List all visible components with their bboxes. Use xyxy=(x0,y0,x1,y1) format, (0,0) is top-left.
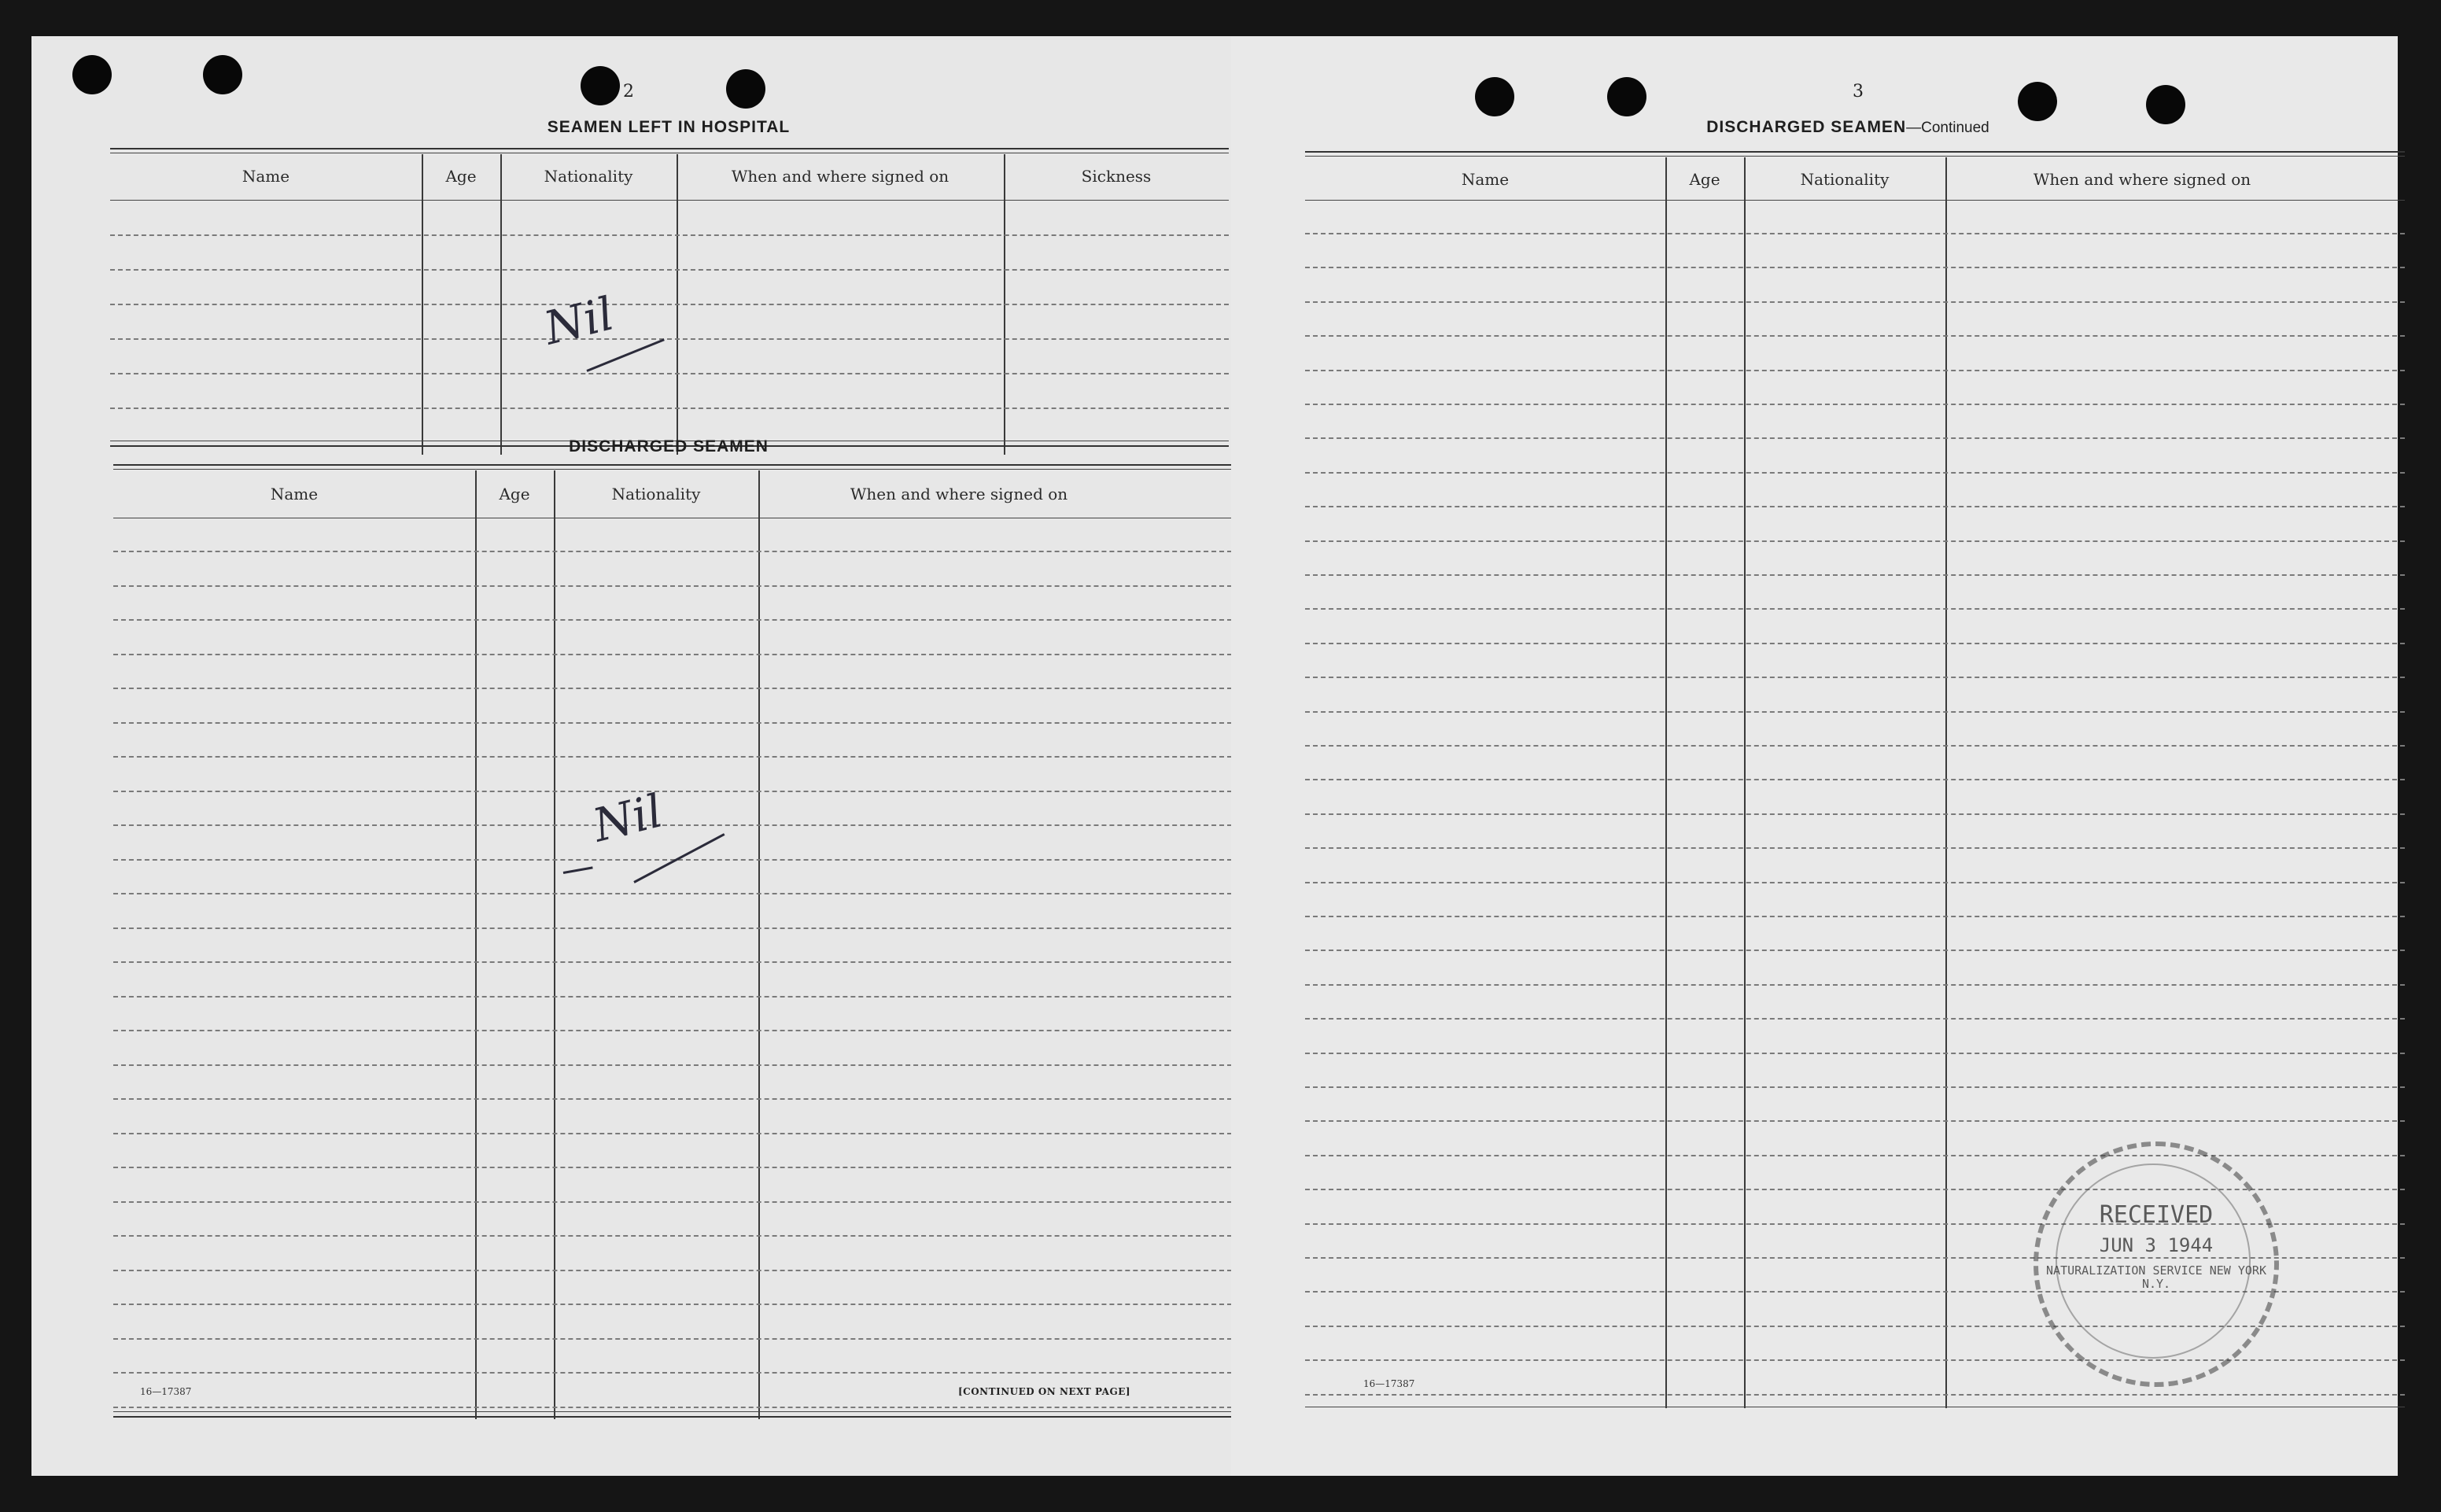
ruled-line xyxy=(1305,1359,2405,1361)
ruled-line xyxy=(1305,643,2405,644)
ruled-line xyxy=(1305,882,2405,883)
ruled-line xyxy=(1305,847,2405,849)
ruled-line xyxy=(113,688,1232,689)
ledger-paper xyxy=(31,36,2398,1476)
punch-hole xyxy=(2018,82,2057,121)
column-header: Name xyxy=(270,485,319,503)
ruled-line xyxy=(113,1270,1232,1271)
ruled-line xyxy=(113,791,1232,792)
discharged-section-title: DISCHARGED SEAMEN xyxy=(569,437,769,455)
ruled-line xyxy=(113,1064,1232,1066)
ruled-line xyxy=(113,1304,1232,1305)
ruled-line xyxy=(1305,984,2405,986)
ruled-line xyxy=(1305,267,2405,268)
ruled-line xyxy=(113,996,1232,998)
stamp-office: NATURALIZATION SERVICE NEW YORK N.Y. xyxy=(2046,1263,2266,1291)
title-continued: —Continued xyxy=(1906,120,1989,136)
discharged-continued-title xyxy=(1305,118,2391,137)
ruled-line xyxy=(1305,335,2405,337)
ruled-line xyxy=(1305,677,2405,678)
ruled-line xyxy=(113,1201,1232,1203)
ruled-line xyxy=(113,756,1232,758)
continued-note: [CONTINUED ON NEXT PAGE] xyxy=(958,1386,1131,1397)
left-page xyxy=(31,36,1231,1476)
ruled-line xyxy=(113,1407,1232,1408)
ruled-line xyxy=(1305,506,2405,507)
ruled-line xyxy=(1305,813,2405,815)
stamp-date: JUN 3 1944 xyxy=(2099,1234,2214,1256)
column-header: Nationality xyxy=(1800,170,1890,189)
title-main: DISCHARGED SEAMEN xyxy=(1706,118,1907,136)
ruled-line xyxy=(113,893,1232,894)
ruled-line xyxy=(1305,1053,2405,1054)
ruled-line xyxy=(1305,711,2405,713)
ruled-line xyxy=(1305,1018,2405,1020)
ruled-line xyxy=(1305,437,2405,439)
ruled-line xyxy=(113,1372,1232,1374)
hospital-section-title: SEAMEN LEFT IN HOSPITAL xyxy=(547,118,791,136)
column-header: Name xyxy=(242,167,290,186)
ruled-line xyxy=(1305,745,2405,747)
ruled-line xyxy=(1305,574,2405,576)
discharged-table xyxy=(113,464,1232,1419)
ruled-line xyxy=(113,961,1232,963)
handwritten-nil: Nil xyxy=(539,286,619,356)
punch-hole xyxy=(72,55,112,94)
ruled-line xyxy=(1305,916,2405,917)
ruled-line xyxy=(1305,370,2405,371)
stamp-received: RECEIVED xyxy=(2099,1201,2214,1229)
ruled-line xyxy=(113,1235,1232,1237)
column-header: Sickness xyxy=(1081,167,1152,186)
punch-hole xyxy=(1475,77,1514,116)
ruled-line xyxy=(113,1167,1232,1168)
handwritten-nil: Nil xyxy=(588,784,668,853)
column-header: Name xyxy=(1461,170,1510,189)
ruled-line xyxy=(113,619,1232,621)
page-number: 2 xyxy=(623,82,634,101)
column-header: Age xyxy=(445,167,477,186)
punch-hole xyxy=(1607,77,1646,116)
ruled-line xyxy=(1305,540,2405,542)
ruled-line xyxy=(113,1098,1232,1100)
ruled-line xyxy=(113,585,1232,587)
hospital-table xyxy=(110,148,1229,455)
ruled-line xyxy=(1305,1394,2405,1396)
ruled-line xyxy=(113,722,1232,724)
column-header: Nationality xyxy=(544,167,633,186)
ruled-line xyxy=(113,551,1232,552)
ruled-line xyxy=(1305,1155,2405,1156)
ruled-line xyxy=(113,824,1232,826)
ruled-line xyxy=(113,1030,1232,1031)
punch-hole xyxy=(203,55,242,94)
punch-hole xyxy=(581,66,620,105)
column-header: Nationality xyxy=(611,485,701,503)
ruled-line xyxy=(113,1338,1232,1340)
column-header: Age xyxy=(1689,170,1720,189)
column-header: When and where signed on xyxy=(2033,170,2251,189)
ruled-line xyxy=(1305,404,2405,405)
ruled-line xyxy=(1305,779,2405,780)
column-header: When and where signed on xyxy=(731,167,949,186)
punch-hole xyxy=(726,69,765,109)
column-header: Age xyxy=(499,485,530,503)
ruled-line xyxy=(1305,1086,2405,1088)
column-header: When and where signed on xyxy=(850,485,1068,503)
ruled-line xyxy=(1305,950,2405,951)
ruled-line xyxy=(1305,233,2405,234)
ruled-line xyxy=(113,654,1232,655)
ruled-line xyxy=(1305,472,2405,474)
received-stamp xyxy=(2034,1141,2279,1387)
ruled-line xyxy=(113,927,1232,929)
ruled-line xyxy=(113,1133,1232,1134)
form-number: 16—17387 xyxy=(140,1386,192,1397)
page-number: 3 xyxy=(1853,82,1864,101)
ruled-line xyxy=(1305,1120,2405,1122)
ruled-line xyxy=(1305,301,2405,303)
ruled-line xyxy=(1305,608,2405,610)
form-number: 16—17387 xyxy=(1363,1378,1415,1389)
